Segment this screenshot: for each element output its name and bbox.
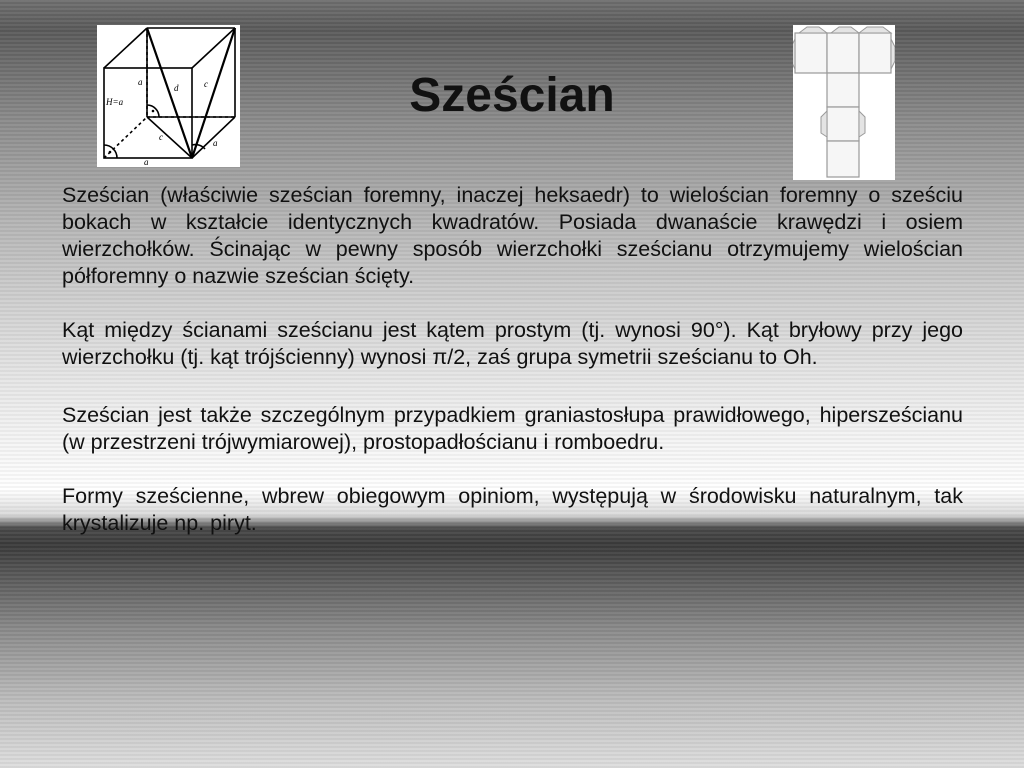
paragraph-special-cases: Sześcian jest także szczególnym przypadkiem graniastosłupa prawidłowego, hipersześcianu (w przestrzeni trójwymiarowej), prostopadłościanu i romboedru.: [62, 403, 963, 454]
label-bottom-c: c: [159, 132, 163, 142]
slide-content: [62, 182, 963, 537]
net-face-bottom: [827, 141, 859, 177]
cube-diagram: [97, 25, 240, 167]
label-diagonal-d: d: [174, 83, 179, 93]
net-face-middle: [827, 73, 859, 107]
net-face-top-left: [795, 33, 827, 73]
slide-title: Sześcian: [409, 69, 615, 122]
net-face-top-center: [827, 33, 859, 73]
label-bottom-a: a: [144, 157, 149, 167]
label-edge-left: a: [138, 77, 143, 87]
label-diagonal-c: c: [204, 79, 208, 89]
net-face-top-right: [859, 33, 891, 73]
cube-net-diagram: [793, 25, 895, 180]
label-height: H=a: [106, 97, 124, 107]
net-face-lower: [827, 107, 859, 141]
cube-diagram-svg: [97, 25, 240, 167]
label-right-a: a: [213, 138, 218, 148]
paragraph-angles: Kąt między ścianami sześcianu jest kątem prostym (tj. wynosi 90°). Kąt bryłowy przy jego wierzchołku (tj. kąt trójścienny) wynosi π/2, zaś grupa symetrii sześcianu to Oh.: [62, 318, 963, 369]
paragraph-definition: Sześcian (właściwie sześcian foremny, inaczej heksaedr) to wielościan foremny o sześciu bokach w kształcie identycznych kwadratów. Posiada dwanaście krawędzi i osiem wierzchołków. Ścinając w pewny sposób wierzchołki sześcianu otrzymujemy wielościan półforemny o nazwie sześcian ścięty.: [62, 183, 963, 288]
cube-net-svg: [793, 25, 895, 180]
paragraph-natural-forms: Formy sześcienne, wbrew obiegowym opiniom, występują w środowisku naturalnym, tak krystalizuje np. piryt.: [62, 484, 963, 535]
